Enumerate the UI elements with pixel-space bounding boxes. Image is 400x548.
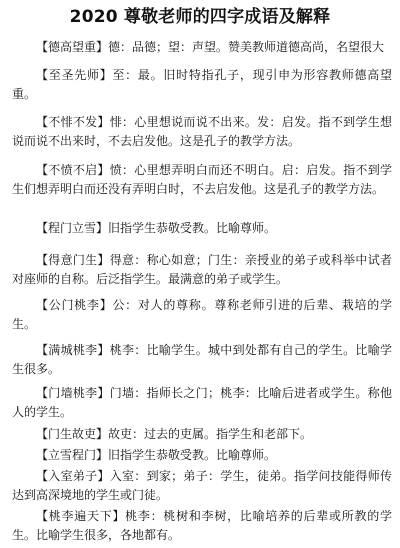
document-title: 2020 尊敬老师的四字成语及解释 xyxy=(69,7,331,27)
entry-li-xue-cheng-men: 【立雪程门】旧指学生恭敬受教。比喻尊师。 xyxy=(36,447,277,462)
entry-men-sheng-gu-li: 【门生故吏】故吏：过去的吏属。指学生和老部下。 xyxy=(36,426,313,441)
entry-tao-li-bian-tian-xia: 【桃李遍天下】桃李：桃树和李树，比喻培养的后辈或所教的学生。比喻学生很多，各地都有。 xyxy=(12,509,392,543)
entry-men-qiang-tao-li: 【门墙桃李】门墙：指师长之门；桃李：比喻后进者或学生。称他人的学生。 xyxy=(12,386,392,420)
entry-de-yi-men-sheng: 【得意门生】得意：称心如意；门生：亲授业的弟子或科举中试者对座师的自称。后泛指学生。最满意的弟子或学生。 xyxy=(12,252,392,286)
entry-ru-shi-di-zi: 【入室弟子】入室：到家；弟子：学生，徒弟。指学问技能得师传达到高深境地的学生或门徒。 xyxy=(12,468,392,502)
entry-zhi-sheng-xian-shi: 【至圣先师】至：最。旧时特指孔子，现引申为形容教师德高望重。 xyxy=(12,67,392,101)
entry-man-cheng-tao-li: 【满城桃李】桃李：比喻学生。城中到处都有自己的学生。比喻学生很多。 xyxy=(12,342,392,376)
entry-bu-fen-bu-qi: 【不愤不启】愤：心里想弄明白而还不明白。启：启发。指不到学生们想弄明白而还没有弄明白时，不去启发他。这是孔子的教学方法。 xyxy=(12,163,392,197)
entry-de-gao-wang-zhong: 【德高望重】德：品德；望：声望。赞美教师道德高尚，名望很大 xyxy=(36,40,385,54)
entry-gong-men-tao-li: 【公门桃李】公：对人的尊称。尊称老师引进的后辈、栽培的学生。 xyxy=(12,297,392,331)
entry-bu-fei-bu-fa: 【不悱不发】悱：心里想说而说不出来。发：启发。指不到学生想说而说不出来时，不去启发他。这是孔子的教学方法。 xyxy=(12,115,392,149)
entry-cheng-men-li-xue: 【程门立雪】旧指学生恭敬受教。比喻尊师。 xyxy=(36,221,277,236)
